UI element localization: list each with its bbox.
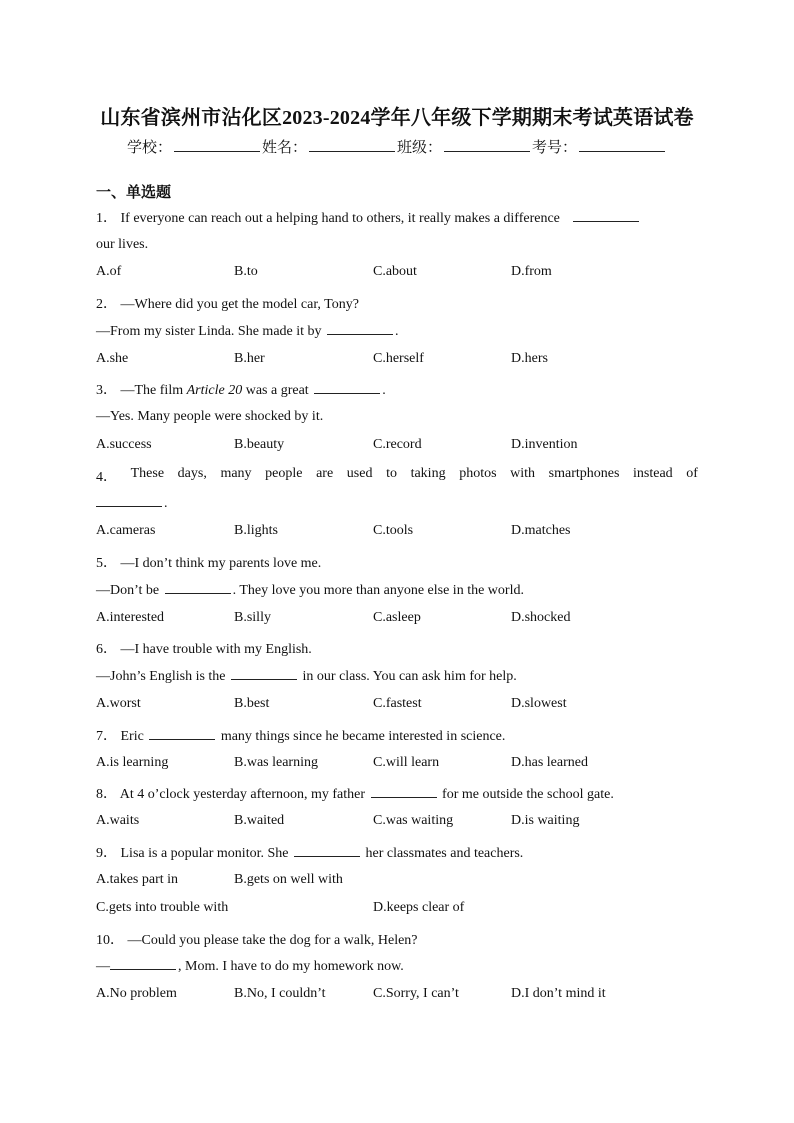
question-10-line2 (96, 958, 404, 975)
question-number: 5． (96, 556, 117, 571)
answer-blank (371, 786, 437, 798)
question-4 (96, 466, 698, 486)
question-text: —Don’t be (96, 583, 160, 598)
class-blank (444, 139, 530, 152)
q2-option-c: C.herself (373, 351, 424, 366)
question-10 (96, 929, 418, 949)
q7-option-d: D.has learned (511, 755, 588, 770)
question-9 (96, 842, 523, 862)
name-label: 姓名： (261, 140, 307, 156)
q9-option-a: A.takes part in (96, 872, 179, 887)
q2-option-b: B.her (234, 351, 265, 366)
q1-option-a: A.of (96, 264, 122, 279)
q4-option-a: A.cameras (96, 523, 156, 538)
question-text: . They love you more than anyone else in the world. (232, 583, 524, 598)
question-text: . (164, 496, 168, 511)
question-1 (96, 207, 641, 227)
q6-option-d: D.slowest (511, 696, 567, 711)
q6-option-b: B.best (234, 696, 270, 711)
question-6-line2 (96, 668, 517, 685)
word: many (220, 466, 252, 481)
film-title: Article 20 (186, 383, 243, 398)
q7-option-b: B.was learning (234, 755, 318, 770)
question-7 (96, 725, 505, 745)
word: people (265, 466, 303, 481)
question-text: was a great (242, 383, 309, 398)
question-number: 7． (96, 729, 117, 744)
question-text: . (395, 324, 399, 339)
question-number: 1． (96, 211, 117, 226)
question-2 (96, 293, 359, 313)
question-text: If everyone can reach out a helping hand to others, it really makes a difference (120, 211, 560, 226)
answer-blank (149, 728, 215, 740)
question-number: 4． (96, 470, 117, 485)
word: photos (459, 466, 497, 481)
question-text: for me outside the school gate. (442, 787, 614, 802)
answer-blank (573, 210, 639, 222)
answer-blank (96, 495, 162, 507)
answer-blank (327, 323, 393, 335)
q8-option-c: C.was waiting (373, 813, 454, 828)
question-number: 3． (96, 383, 117, 398)
question-text: Lisa is a popular monitor. She (120, 846, 289, 861)
question-text: —Where did you get the model car, Tony? (120, 297, 359, 312)
question-text: —John’s English is the (96, 669, 226, 684)
word: smartphones (548, 466, 620, 481)
q3-option-a: A.success (96, 437, 152, 452)
q9-option-b: B.gets on well with (234, 872, 343, 887)
question-text: —I have trouble with my English. (120, 642, 312, 657)
q3-option-c: C.record (373, 437, 422, 452)
question-text: —The film (120, 383, 187, 398)
class-label: 班级： (397, 140, 443, 156)
q9-option-d: D.keeps clear of (373, 900, 465, 915)
question-text: in our class. You can ask him for help. (302, 669, 517, 684)
question-number: 2． (96, 297, 117, 312)
q10-option-d: D.I don’t mind it (511, 986, 606, 1001)
q4-option-b: B.lights (234, 523, 278, 538)
question-text: — (96, 959, 110, 974)
question-text: —From my sister Linda. She made it by (96, 324, 322, 339)
q5-option-d: D.shocked (511, 610, 571, 625)
exam-number-label: 考号： (532, 140, 578, 156)
q1-option-b: B.to (234, 264, 258, 279)
q5-option-c: C.asleep (373, 610, 421, 625)
q10-option-a: A.No problem (96, 986, 177, 1001)
q4-option-c: C.tools (373, 523, 414, 538)
q5-option-b: B.silly (234, 610, 271, 625)
answer-blank (294, 845, 360, 857)
question-5 (96, 552, 321, 572)
q6-option-a: A.worst (96, 696, 141, 711)
question-text: At 4 o’clock yesterday afternoon, my father (119, 787, 366, 802)
word: days, (177, 466, 207, 481)
question-number: 10． (96, 933, 124, 948)
question-text: Eric (120, 729, 144, 744)
q1-option-d: D.from (511, 264, 552, 279)
q5-option-a: A.interested (96, 610, 165, 625)
section-title: 一、单选题 (96, 185, 172, 201)
school-blank (174, 139, 260, 152)
exam-title: 山东省滨州市沾化区2023-2024学年八年级下学期期末考试英语试卷 (100, 107, 694, 129)
q6-option-c: C.fastest (373, 696, 422, 711)
name-blank (309, 139, 395, 152)
question-5-line2 (96, 582, 524, 599)
q10-option-c: C.Sorry, I can’t (373, 986, 459, 1001)
question-text: , Mom. I have to do my homework now. (178, 959, 404, 974)
question-text: . (382, 383, 386, 398)
question-3 (96, 379, 386, 399)
word: taking (410, 466, 446, 481)
question-text: —I don’t think my parents love me. (120, 556, 322, 571)
school-label: 学校： (126, 140, 172, 156)
question-text: —Could you please take the dog for a walk, Helen? (127, 933, 418, 948)
q3-option-b: B.beauty (234, 437, 285, 452)
q9-option-c: C.gets into trouble with (96, 900, 229, 915)
word: These (130, 466, 165, 481)
question-text: many things since he became interested in science. (220, 729, 506, 744)
q8-option-d: D.is waiting (511, 813, 580, 828)
q8-option-a: A.waits (96, 813, 140, 828)
question-number: 6． (96, 642, 117, 657)
exam-number-blank (579, 139, 665, 152)
answer-blank (314, 382, 380, 394)
question-3-line2: —Yes. Many people were shocked by it. (96, 409, 324, 424)
q7-option-c: C.will learn (373, 755, 440, 770)
word: with (510, 466, 536, 481)
q8-option-b: B.waited (234, 813, 285, 828)
question-6 (96, 638, 312, 658)
student-info-row (0, 136, 794, 157)
word: to (386, 466, 397, 481)
answer-blank (165, 582, 231, 594)
question-4-cont (96, 495, 168, 512)
word: instead (633, 466, 673, 481)
q7-option-a: A.is learning (96, 755, 169, 770)
q1-option-c: C.about (373, 264, 417, 279)
word: used (346, 466, 373, 481)
q3-option-d: D.invention (511, 437, 578, 452)
word: are (316, 466, 334, 481)
q2-option-d: D.hers (511, 351, 548, 366)
question-number: 8． (96, 787, 117, 802)
answer-blank (110, 958, 176, 970)
question-2-line2 (96, 323, 399, 340)
q10-option-b: B.No, I couldn’t (234, 986, 326, 1001)
question-number: 9． (96, 846, 117, 861)
question-text: her classmates and teachers. (365, 846, 524, 861)
q4-option-d: D.matches (511, 523, 571, 538)
answer-blank (231, 668, 297, 680)
word: of (686, 466, 698, 481)
q2-option-a: A.she (96, 351, 129, 366)
question-1-cont: our lives. (96, 237, 149, 252)
question-8 (96, 783, 614, 803)
